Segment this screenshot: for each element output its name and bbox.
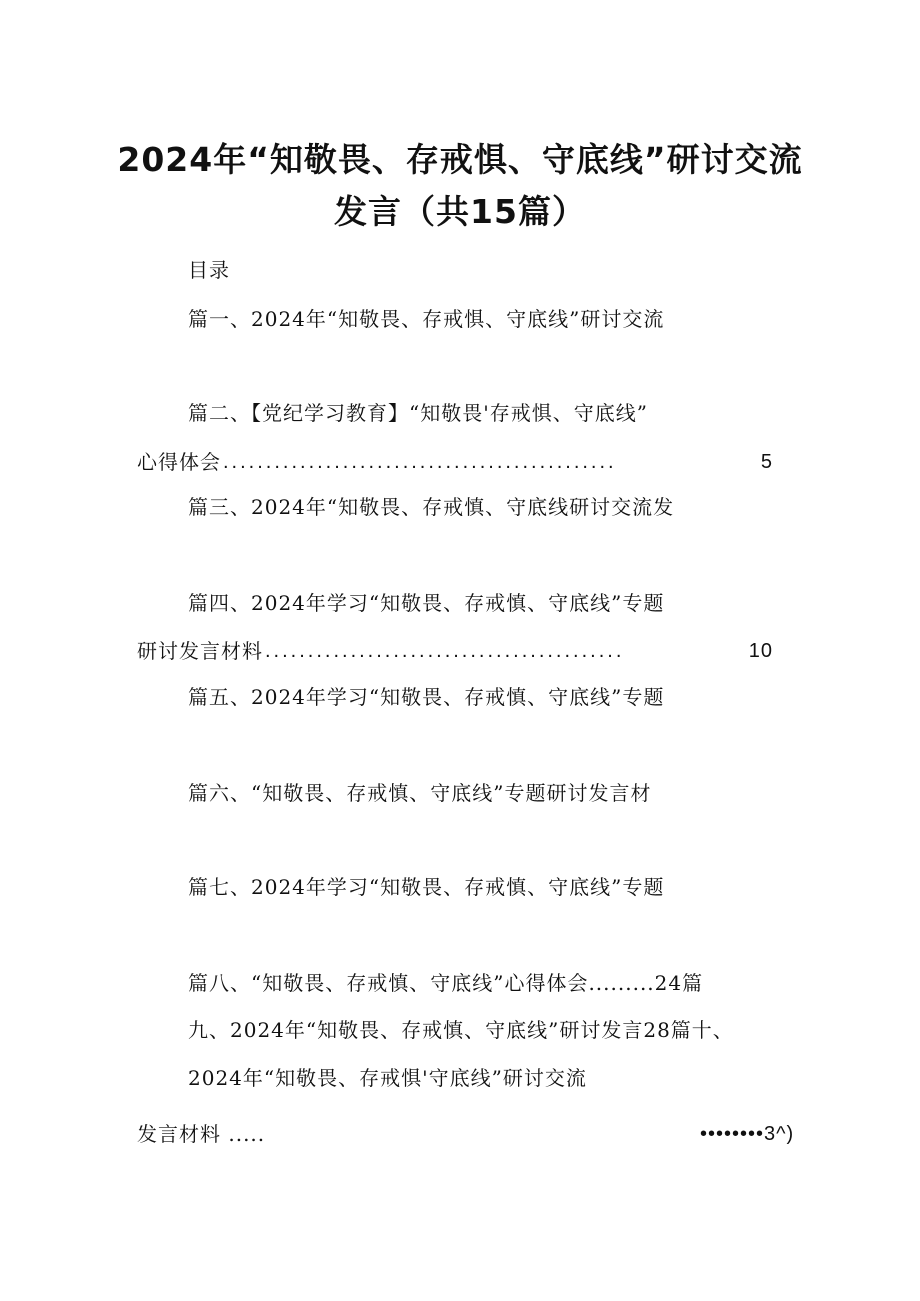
toc-entry-2-continuation[interactable]: [137, 449, 773, 475]
toc-entry-4-continuation[interactable]: [137, 638, 773, 664]
toc-entry-7[interactable]: 篇七、2024年学习“知敬畏、存戒慎、守底线”专题: [188, 875, 665, 899]
toc-entry-6[interactable]: 篇六、“知敬畏、存戒慎、守底线”专题研讨发言材: [188, 781, 652, 805]
toc-entry-2-cont-text: 心得体会: [137, 450, 221, 474]
toc-leader-dots: ..............................................: [223, 451, 617, 473]
document-title-line-2: 发言（共15篇）: [334, 192, 586, 231]
document-title-line-1: 2024年“知敬畏、存戒惧、守底线”研讨交流: [117, 140, 803, 179]
toc-leader-dots: ..........................................: [265, 640, 625, 662]
toc-entry-4[interactable]: 篇四、2024年学习“知敬畏、存戒慎、守底线”专题: [188, 591, 665, 615]
toc-entry-3[interactable]: 篇三、2024年“知敬畏、存戒慎、守底线研讨交流发: [188, 495, 675, 519]
toc-entry-10-continuation[interactable]: 发言材料 .....: [137, 1122, 266, 1146]
toc-entry-8[interactable]: 篇八、“知敬畏、存戒慎、守底线”心得体会.........24篇: [188, 971, 704, 995]
toc-entry-2[interactable]: 篇二、【党纪学习教育】“知敬畏'存戒惧、守底线”: [188, 401, 648, 425]
toc-page-number: ••••••••3^): [700, 1123, 795, 1145]
toc-entry-4-cont-text: 研讨发言材料: [137, 639, 263, 663]
toc-entry-1[interactable]: 篇一、2024年“知敬畏、存戒惧、守底线”研讨交流: [188, 307, 665, 331]
toc-page-number: 5: [760, 451, 773, 473]
toc-entry-5[interactable]: 篇五、2024年学习“知敬畏、存戒慎、守底线”专题: [188, 685, 665, 709]
toc-entry-10[interactable]: 2024年“知敬畏、存戒惧'守底线”研讨交流: [188, 1066, 587, 1090]
toc-heading: 目录: [188, 258, 230, 282]
toc-page-number: 10: [748, 640, 773, 662]
toc-entry-9[interactable]: 九、2024年“知敬畏、存戒慎、守底线”研讨发言28篇十、: [188, 1018, 734, 1042]
